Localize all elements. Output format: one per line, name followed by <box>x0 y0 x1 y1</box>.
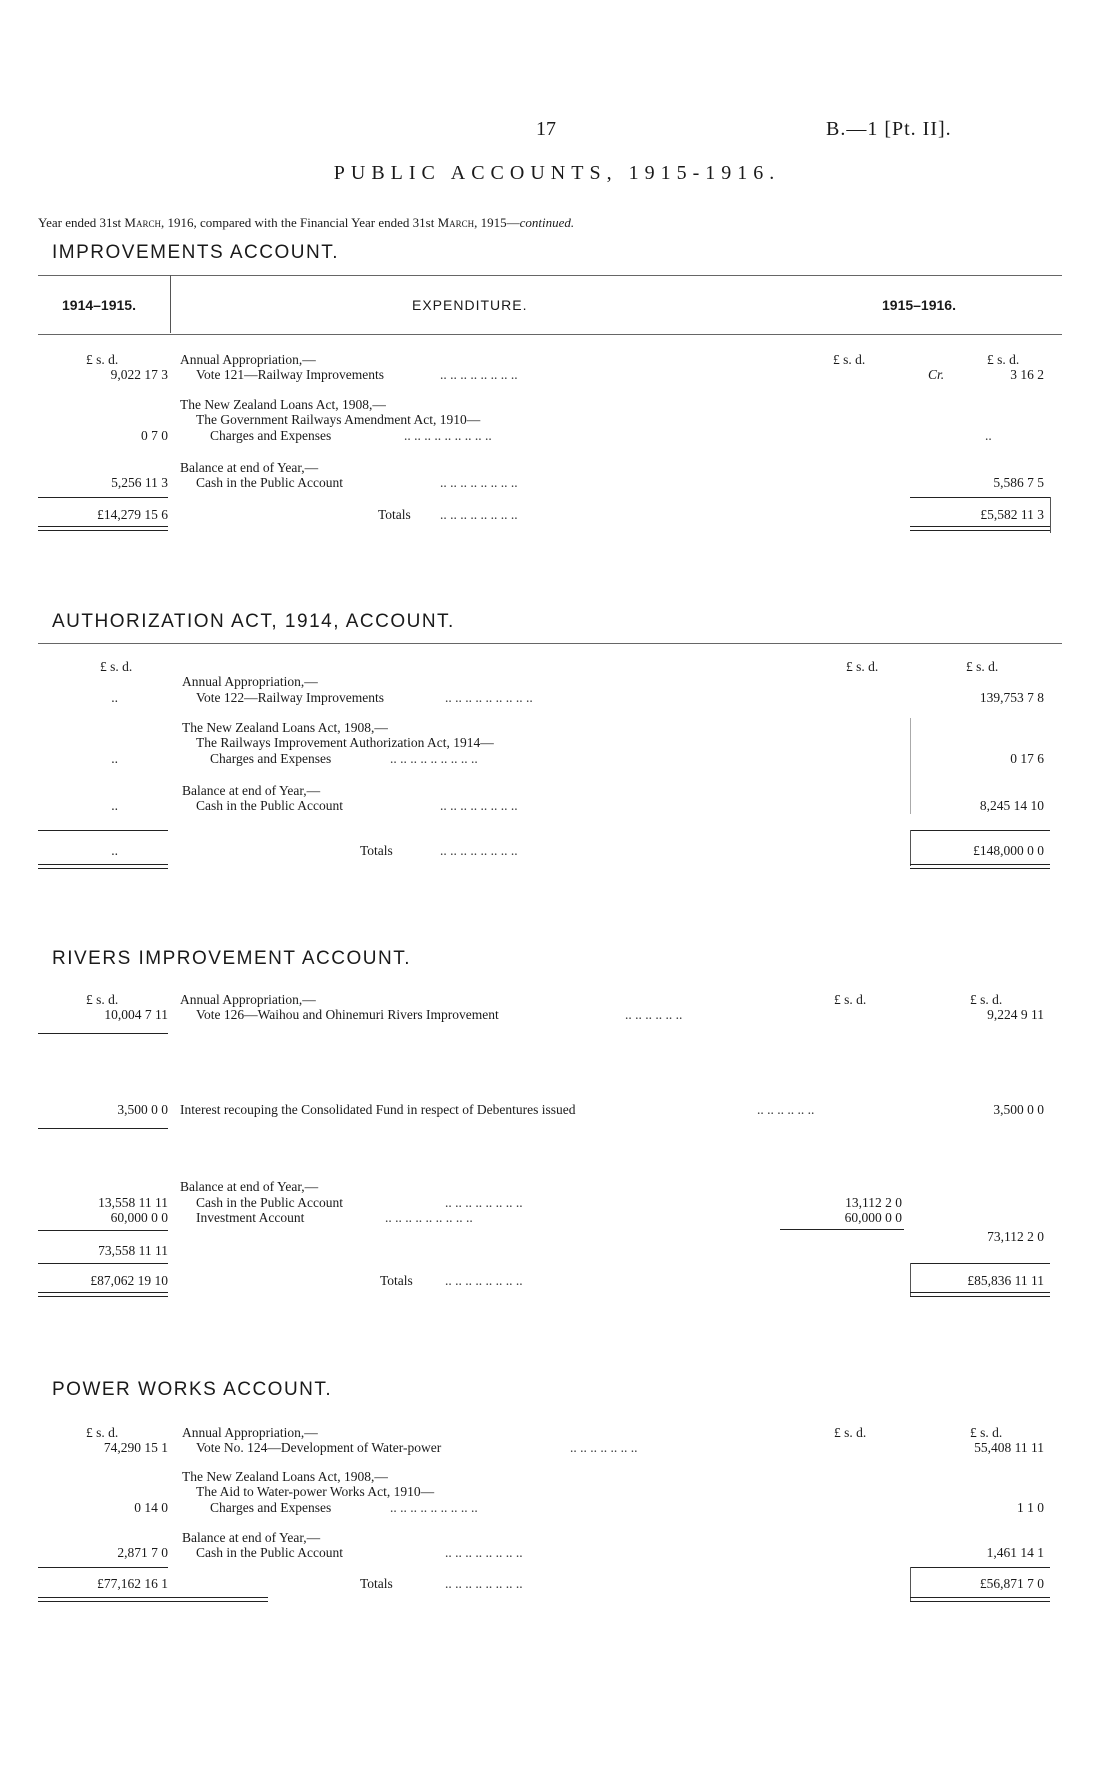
dot-leader: .. .. .. .. .. .. .. .. <box>440 507 518 522</box>
currency-header-left: £ s. d. <box>86 352 119 367</box>
currency-header-left: £ s. d. <box>86 992 119 1007</box>
row-sublabel: Vote 121—Railway Improvements <box>196 367 384 382</box>
row-value-1915: 139,753 7 8 <box>979 690 1044 705</box>
row-value-1915: 1,461 14 1 <box>986 1545 1044 1560</box>
row-sublabel: The Aid to Water-power Works Act, 1910— <box>196 1484 435 1499</box>
table-top-rule <box>38 275 1062 276</box>
subtotal-rule <box>910 497 1050 498</box>
subtotal-rule <box>38 830 168 831</box>
document-reference: B.—1 [Pt. II]. <box>826 118 952 140</box>
column-divider <box>170 275 171 333</box>
currency-header-left: £ s. d. <box>100 659 133 674</box>
total-1915: £85,836 11 11 <box>967 1273 1044 1288</box>
row-value-1914: 5,256 11 3 <box>111 475 168 490</box>
row-value-1915: 8,245 14 10 <box>979 798 1044 813</box>
currency-header-mid: £ s. d. <box>846 659 879 674</box>
total-double-rule <box>38 526 168 531</box>
dot-leader: .. .. .. .. .. .. .. .. .. <box>390 1500 478 1515</box>
row-value-1914: .. <box>111 798 118 813</box>
row-value-1915: 55,408 11 11 <box>974 1440 1044 1455</box>
dot-leader: .. .. .. .. .. .. <box>625 1007 683 1022</box>
row-label: Annual Appropriation,— <box>180 352 316 367</box>
currency-header-mid: £ s. d. <box>833 352 866 367</box>
row-label: Balance at end of Year,— <box>180 460 319 475</box>
row-value-1915: 1 1 0 <box>1017 1500 1044 1515</box>
document-title: PUBLIC ACCOUNTS, 1915-1916. <box>333 162 781 184</box>
total-1914: £14,279 15 6 <box>97 507 168 522</box>
dot-leader: .. .. .. .. .. .. .. .. <box>445 1195 523 1210</box>
dot-leader: .. .. .. .. .. .. .. .. <box>440 475 518 490</box>
row-label: Annual Appropriation,— <box>182 674 318 689</box>
row-sublabel: Vote 126—Waihou and Ohinemuri Rivers Improvement <box>196 1007 499 1022</box>
currency-header-right: £ s. d. <box>970 1425 1003 1440</box>
row-sublabel: Vote No. 124—Development of Water-power <box>196 1440 442 1455</box>
row-sublabel: Cash in the Public Account <box>196 475 343 490</box>
totals-label: Totals <box>380 1273 413 1288</box>
row-value-1915: 3,500 0 0 <box>993 1102 1044 1117</box>
row-sublabel: Charges and Expenses <box>210 428 332 443</box>
column-header-1915-1916: 1915–1916. <box>882 297 956 313</box>
table-top-rule <box>38 643 1062 644</box>
dot-leader: .. .. .. .. .. .. .. .. <box>445 1576 523 1591</box>
currency-header-mid: £ s. d. <box>834 1425 867 1440</box>
total-1914: .. <box>111 843 118 858</box>
row-value-1914: .. <box>111 690 118 705</box>
section-title: RIVERS IMPROVEMENT ACCOUNT. <box>52 948 411 969</box>
row-value-mid: 60,000 0 0 <box>844 1210 902 1225</box>
subtotal-rule <box>910 1567 1050 1568</box>
row-value-1914: 13,558 11 11 <box>98 1195 168 1210</box>
row-sublabel: Cash in the Public Account <box>196 798 343 813</box>
currency-header-left: £ s. d. <box>86 1425 119 1440</box>
row-value-1914: 2,871 7 0 <box>117 1545 168 1560</box>
total-double-rule <box>910 1292 1050 1297</box>
currency-header-right: £ s. d. <box>966 659 999 674</box>
totals-label: Totals <box>378 507 411 522</box>
row-value-1915: 73,112 2 0 <box>987 1229 1044 1244</box>
row-sublabel: Charges and Expenses <box>210 1500 332 1515</box>
row-value-1915: 5,586 7 5 <box>993 475 1044 490</box>
total-1915: £5,582 11 3 <box>980 507 1044 522</box>
row-value-1914: 60,000 0 0 <box>110 1210 168 1225</box>
row-value-1914: 10,004 7 11 <box>104 1007 168 1022</box>
row-sublabel: The Railways Improvement Authorization Act, 1914— <box>196 735 494 750</box>
section-title: POWER WORKS ACCOUNT. <box>52 1379 333 1400</box>
total-double-rule <box>38 1597 268 1602</box>
row-sublabel: Investment Account <box>196 1210 305 1225</box>
row-label: The New Zealand Loans Act, 1908,— <box>182 720 388 735</box>
row-value-mid: 13,112 2 0 <box>845 1195 902 1210</box>
row-value-1914: 74,290 15 1 <box>103 1440 168 1455</box>
document-subtitle: Year ended 31st March, 1916, compared with the Financial Year ended 31st March, 1915—continued. <box>38 215 575 230</box>
row-label: Balance at end of Year,— <box>182 1530 321 1545</box>
row-value-1914: 9,022 17 3 <box>110 367 168 382</box>
subtotal-rule <box>38 497 168 498</box>
column-divider <box>1050 497 1051 533</box>
subtotal-rule <box>38 1567 168 1568</box>
row-label: Annual Appropriation,— <box>182 1425 318 1440</box>
row-label: Interest recouping the Consolidated Fund in respect of Debentures issued <box>180 1102 576 1117</box>
row-value-1914: .. <box>111 751 118 766</box>
row-sublabel: Cash in the Public Account <box>196 1195 343 1210</box>
row-value-1915: 0 17 6 <box>1010 751 1044 766</box>
total-double-rule <box>910 526 1050 531</box>
section-title: IMPROVEMENTS ACCOUNT. <box>52 242 339 263</box>
header-bottom-rule <box>38 334 1062 335</box>
dot-leader: .. .. .. .. .. .. .. .. <box>440 843 518 858</box>
column-header-expenditure: EXPENDITURE. <box>412 297 528 313</box>
subtotal-rule <box>780 1229 904 1230</box>
rule <box>38 1128 168 1129</box>
row-value-1914: 0 7 0 <box>141 428 168 443</box>
row-value-1915: 3 16 2 <box>1010 367 1044 382</box>
row-sublabel: Vote 122—Railway Improvements <box>196 690 384 705</box>
totals-label: Totals <box>360 843 393 858</box>
currency-header-right: £ s. d. <box>987 352 1020 367</box>
row-value-1914-sum: 73,558 11 11 <box>98 1243 168 1258</box>
row-sublabel: The Government Railways Amendment Act, 1910— <box>196 412 481 427</box>
total-double-rule <box>38 864 168 869</box>
dot-leader: .. .. .. .. .. .. .. .. .. <box>385 1210 473 1225</box>
row-label: Balance at end of Year,— <box>180 1179 319 1194</box>
row-value-1914: 0 14 0 <box>134 1500 168 1515</box>
dot-leader: .. .. .. .. .. .. .. <box>570 1440 638 1455</box>
column-header-1914-1915: 1914–1915. <box>62 297 136 313</box>
subtotal-rule <box>38 1230 168 1231</box>
total-1915: £148,000 0 0 <box>973 843 1044 858</box>
row-sublabel: Charges and Expenses <box>210 751 332 766</box>
row-label: Annual Appropriation,— <box>180 992 316 1007</box>
row-label: The New Zealand Loans Act, 1908,— <box>180 397 386 412</box>
page-number: 17 <box>536 118 556 140</box>
dot-leader: .. .. .. .. .. .. .. .. <box>440 798 518 813</box>
total-double-rule <box>910 1597 1050 1602</box>
dot-leader: .. .. .. .. .. .. .. .. .. <box>404 428 492 443</box>
subtotal-rule <box>38 1263 168 1264</box>
credit-marker: Cr. <box>928 367 945 382</box>
dot-leader: .. .. .. .. .. .. <box>757 1102 815 1117</box>
currency-header-mid: £ s. d. <box>834 992 867 1007</box>
dot-leader: .. .. .. .. .. .. .. .. <box>445 1545 523 1560</box>
total-double-rule <box>910 864 1050 869</box>
row-value-1914: 3,500 0 0 <box>117 1102 168 1117</box>
total-1915: £56,871 7 0 <box>979 1576 1044 1591</box>
section-title: AUTHORIZATION ACT, 1914, ACCOUNT. <box>52 611 455 632</box>
dot-leader: .. .. .. .. .. .. .. .. .. <box>390 751 478 766</box>
row-label: The New Zealand Loans Act, 1908,— <box>182 1469 388 1484</box>
row-sublabel: Cash in the Public Account <box>196 1545 343 1560</box>
row-value-1915: 9,224 9 11 <box>987 1007 1044 1022</box>
subtotal-rule <box>910 830 1050 831</box>
dot-leader: .. .. .. .. .. .. .. .. <box>440 367 518 382</box>
currency-header-right: £ s. d. <box>970 992 1003 1007</box>
totals-label: Totals <box>360 1576 393 1591</box>
row-label: Balance at end of Year,— <box>182 783 321 798</box>
rule <box>38 1033 168 1034</box>
dot-leader: .. .. .. .. .. .. .. .. .. <box>445 690 533 705</box>
dot-leader: .. <box>985 428 992 443</box>
total-1914: £87,062 19 10 <box>90 1273 168 1288</box>
subtotal-rule <box>910 1263 1050 1264</box>
dot-leader: .. .. .. .. .. .. .. .. <box>445 1273 523 1288</box>
total-double-rule <box>38 1292 168 1297</box>
total-1914: £77,162 16 1 <box>97 1576 168 1591</box>
